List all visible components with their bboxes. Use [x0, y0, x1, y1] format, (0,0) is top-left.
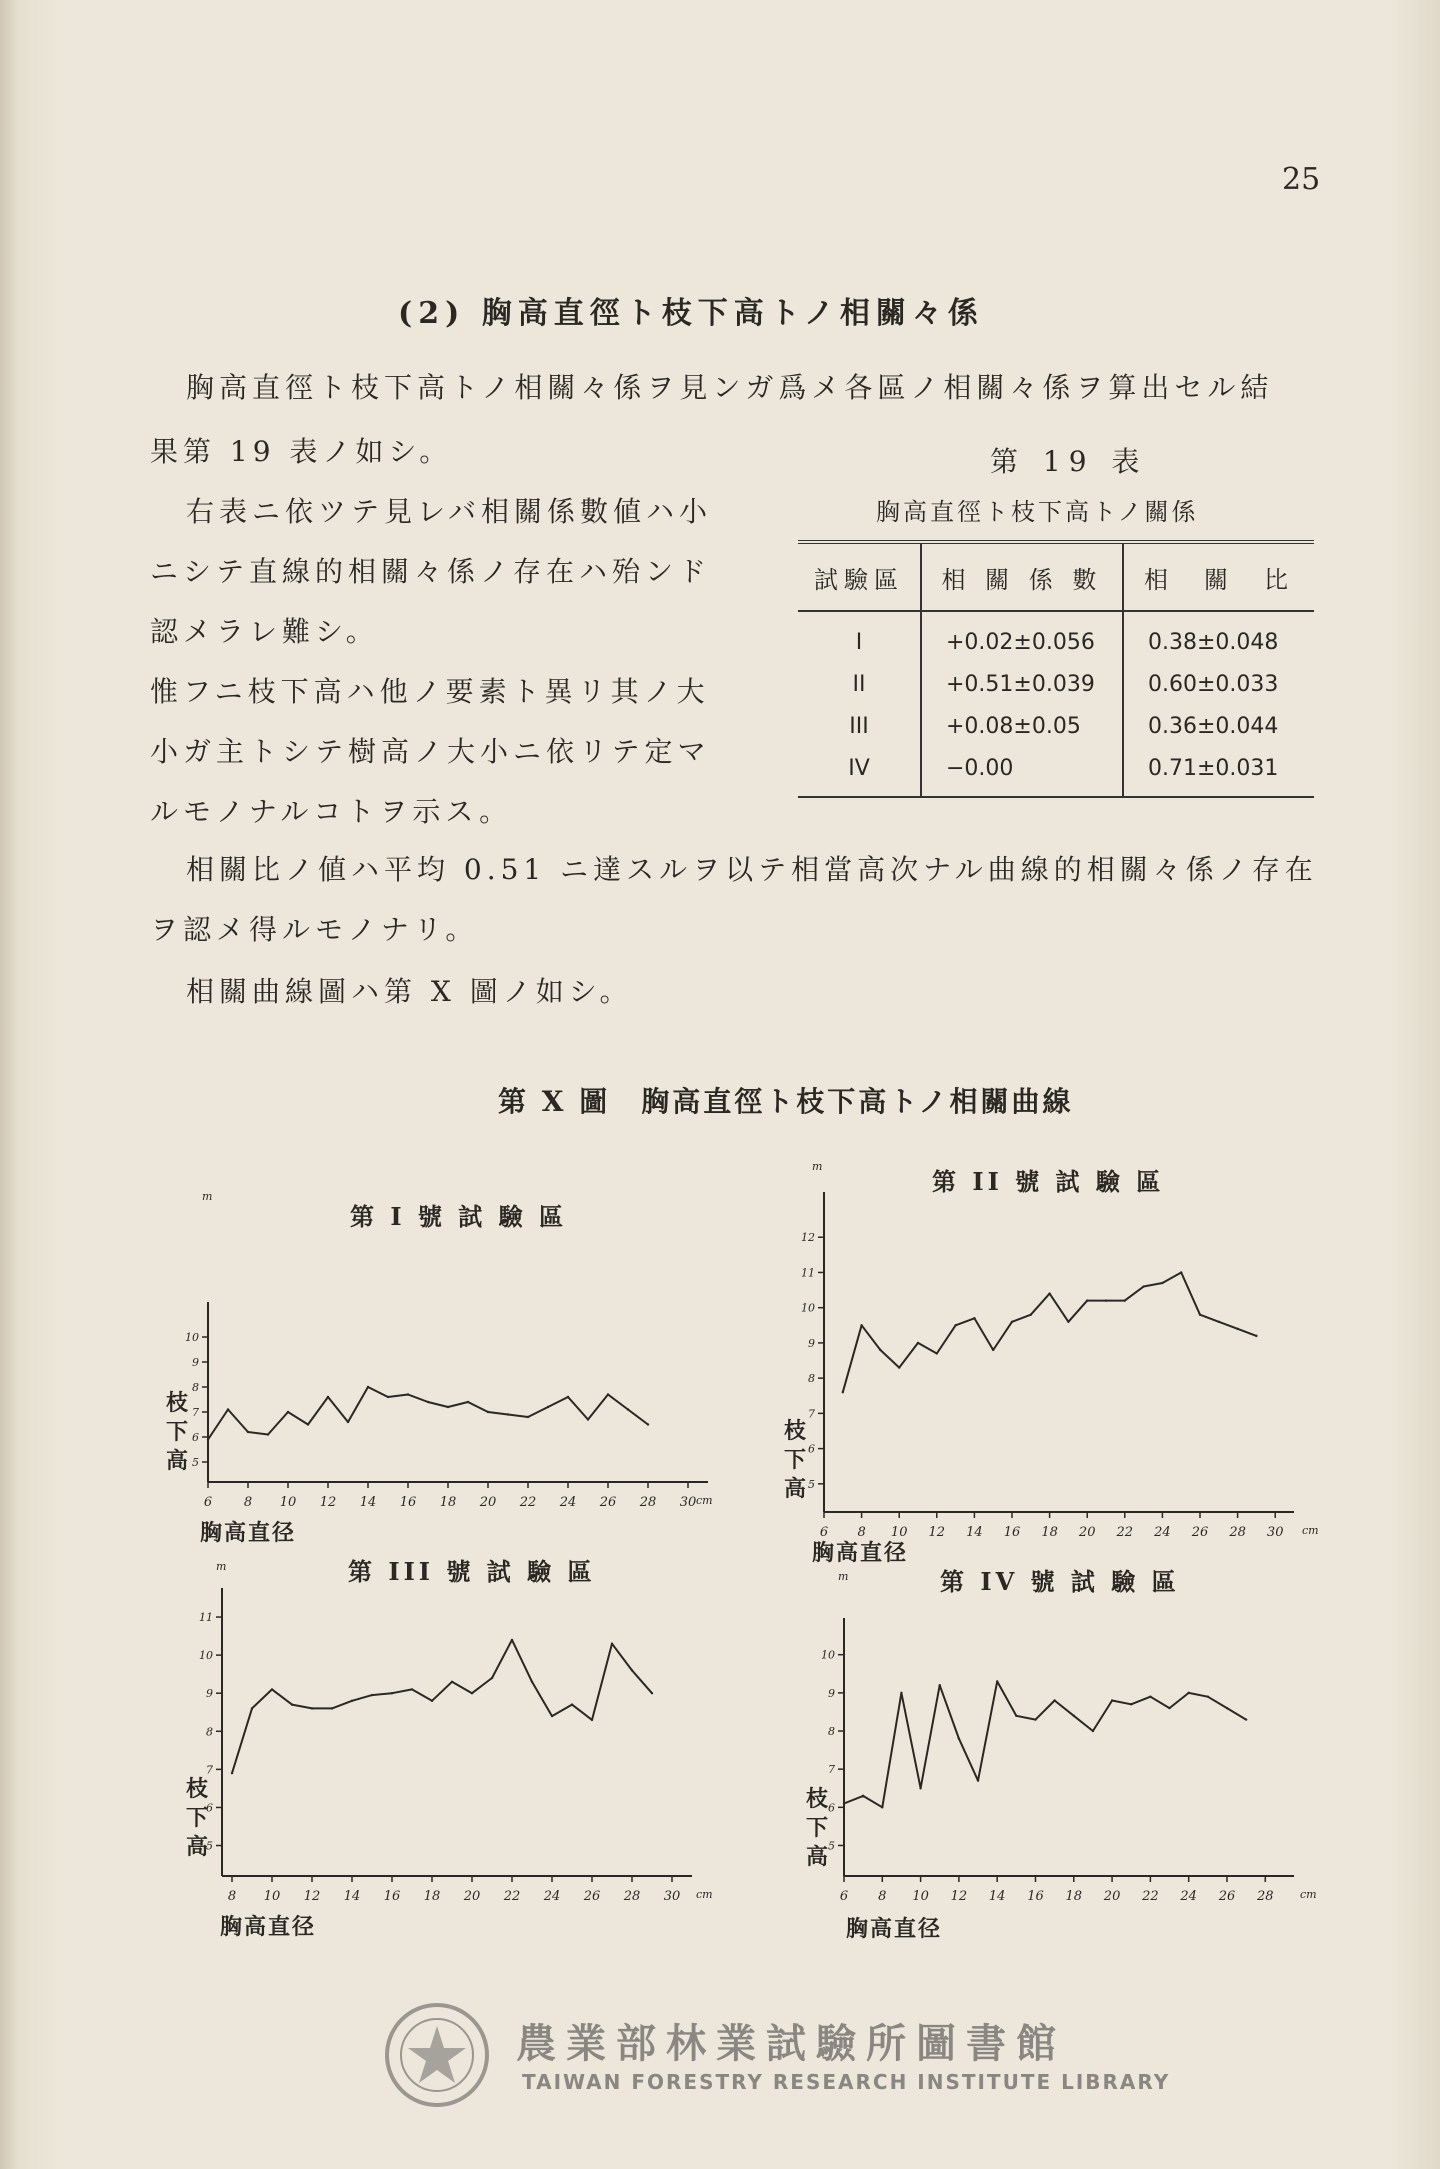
x-axis-label: 胸高直径 [200, 1520, 297, 1546]
x-tick-label: 22 [503, 1889, 521, 1904]
data-point [591, 1719, 593, 1721]
data-point [407, 1393, 409, 1395]
x-tick-label: 10 [912, 1889, 929, 1904]
table-row [798, 611, 1314, 663]
x-tick-label: 10 [890, 1525, 908, 1540]
data-point [1168, 1707, 1170, 1709]
x-tick-label: 8 [227, 1889, 237, 1904]
data-point [1124, 1299, 1126, 1301]
paragraph-line: ニシテ直線的相關々係ノ存在ハ殆ンド [150, 555, 712, 588]
chart-title: 第 III 號 試 驗 區 [348, 1557, 596, 1586]
data-point [900, 1692, 902, 1694]
x-tick-label: 24 [1154, 1525, 1171, 1540]
data-point [919, 1787, 921, 1789]
data-point [431, 1700, 433, 1702]
data-point [1030, 1314, 1032, 1316]
data-point [351, 1700, 353, 1702]
data-point [881, 1806, 883, 1808]
x-tick-label: 22 [1116, 1525, 1134, 1540]
table-cell: I [855, 629, 863, 655]
y-axis-label: 枝下高 [806, 1786, 829, 1870]
x-tick-label: 12 [303, 1889, 321, 1904]
paragraph-line: 相關比ノ値ハ平均 0.51 ニ達スルヲ以テ相當高次ナル曲線的相關々係ノ存在 [186, 853, 1318, 886]
y-tick-label: 9 [192, 1356, 199, 1369]
x-tick-label: 28 [1257, 1889, 1274, 1904]
chart-plot-III [172, 1557, 722, 1940]
x-tick-label: 14 [966, 1525, 983, 1540]
table-cell: 0.38±0.048 [1123, 611, 1314, 663]
y-tick-label: 8 [808, 1372, 815, 1386]
y-tick-label: 7 [192, 1406, 199, 1419]
data-point [862, 1795, 864, 1797]
x-tick-label: 16 [1027, 1889, 1044, 1904]
data-point [631, 1669, 633, 1671]
data-point [331, 1707, 333, 1709]
data-point [973, 1317, 975, 1319]
x-axis-label: 胸高直径 [220, 1914, 317, 1940]
table-cell: +0.08±0.05 [921, 705, 1123, 747]
y-axis-label: 枝下高 [166, 1390, 189, 1474]
data-point [291, 1703, 293, 1705]
x-unit-label: cm [696, 1494, 713, 1507]
data-point [391, 1692, 393, 1694]
data-point [231, 1772, 233, 1774]
y-tick-label: 7 [828, 1763, 835, 1777]
x-tick-label: 26 [1191, 1525, 1209, 1540]
x-tick-label: 22 [1142, 1889, 1159, 1904]
x-tick-label: 16 [383, 1889, 401, 1904]
data-point [879, 1349, 881, 1351]
y-tick-label: 11 [801, 1266, 815, 1280]
data-point [958, 1737, 960, 1739]
data-point [367, 1386, 369, 1388]
data-point [1236, 1328, 1238, 1330]
x-tick-label: 30 [1266, 1525, 1284, 1540]
y-tick-label: 12 [801, 1231, 815, 1245]
y-tick-label: 5 [206, 1839, 213, 1853]
data-point [247, 1431, 249, 1433]
paragraph-line: 小ガ主トシテ樹高ノ大小ニ依リテ定マ [150, 735, 711, 768]
data-point [1218, 1321, 1220, 1323]
x-tick-label: 24 [1180, 1889, 1197, 1904]
y-tick-label: 6 [192, 1431, 199, 1444]
data-point [507, 1413, 509, 1415]
chart-plot-II [762, 1160, 1332, 1566]
y-tick-label: 11 [199, 1611, 213, 1625]
data-point [860, 1324, 862, 1326]
x-tick-label: 30 [663, 1889, 681, 1904]
data-point [571, 1703, 573, 1705]
data-point [611, 1642, 613, 1644]
x-tick-label: 18 [1041, 1525, 1058, 1540]
data-point [1048, 1292, 1050, 1294]
paragraph-line: 果第 19 表ノ如シ。 [150, 435, 453, 468]
data-point [936, 1352, 938, 1354]
data-point [1142, 1285, 1144, 1287]
x-tick-label: 26 [583, 1889, 601, 1904]
y-tick-label: 10 [185, 1331, 199, 1344]
y-axis-label: 枝下高 [784, 1418, 807, 1502]
data-point [954, 1324, 956, 1326]
x-axis-label: 胸高直径 [812, 1540, 909, 1566]
y-tick-label: 8 [192, 1381, 199, 1394]
y-unit-label: m [812, 1160, 823, 1173]
y-tick-label: 10 [821, 1648, 835, 1662]
x-tick-label: 16 [1003, 1525, 1021, 1540]
data-point [1086, 1299, 1088, 1301]
paragraph-line: 認メラレ難シ。 [150, 615, 379, 648]
paragraph-line: 相關曲線圖ハ第 X 圖ノ如シ。 [186, 975, 633, 1008]
x-tick-label: 8 [878, 1889, 887, 1904]
x-tick-label: 24 [559, 1495, 577, 1510]
y-tick-label: 5 [828, 1839, 835, 1853]
library-name-chinese: 農業部林業試驗所圖書館 [516, 2020, 1066, 2067]
x-tick-label: 28 [623, 1889, 641, 1904]
data-point [627, 1408, 629, 1410]
paragraph-line: ヲ認メ得ルモノナリ。 [150, 913, 479, 946]
chart-title: 第 I 號 試 驗 區 [350, 1202, 568, 1231]
table-cell: 0.60±0.033 [1123, 663, 1314, 705]
y-unit-label: m [838, 1570, 849, 1583]
data-point [347, 1421, 349, 1423]
x-tick-label: 14 [988, 1889, 1006, 1904]
data-point [898, 1366, 900, 1368]
x-tick-label: 26 [1218, 1889, 1236, 1904]
data-point [411, 1688, 413, 1690]
x-tick-label: 26 [599, 1495, 617, 1510]
correlation-table [798, 540, 1314, 798]
chart-title: 第 II 號 試 驗 區 [932, 1167, 1165, 1196]
x-axis-label: 胸高直径 [846, 1916, 943, 1942]
data-point [996, 1680, 998, 1682]
x-tick-label: 12 [928, 1525, 946, 1540]
data-point [447, 1406, 449, 1408]
data-point [487, 1411, 489, 1413]
table-caption: 第 19 表 [990, 445, 1148, 478]
data-point [1207, 1695, 1209, 1697]
series-line [232, 1640, 652, 1773]
data-point [587, 1418, 589, 1420]
data-point [251, 1707, 253, 1709]
library-name-english: TAIWAN FORESTRY RESEARCH INSTITUTE LIBRARY [522, 2070, 1171, 2094]
data-point [1073, 1715, 1075, 1717]
table-cell: 0.71±0.031 [1123, 747, 1314, 797]
x-tick-label: 20 [479, 1495, 497, 1510]
x-tick-label: 28 [639, 1495, 657, 1510]
x-tick-label: 28 [1229, 1525, 1246, 1540]
chart-plot-IV [790, 1567, 1330, 1942]
data-point [1105, 1299, 1107, 1301]
x-tick-label: 6 [203, 1495, 213, 1510]
x-tick-label: 12 [950, 1889, 968, 1904]
y-tick-label: 9 [828, 1686, 835, 1700]
x-unit-label: cm [696, 1888, 713, 1901]
x-unit-label: cm [1300, 1888, 1317, 1901]
paragraph-line: ルモノナルコトヲ示ス。 [150, 795, 513, 828]
x-tick-label: 14 [359, 1495, 377, 1510]
x-tick-label: 14 [343, 1889, 361, 1904]
y-tick-label: 5 [192, 1456, 199, 1469]
y-tick-label: 7 [206, 1763, 213, 1777]
x-tick-label: 6 [839, 1889, 849, 1904]
data-point [1067, 1321, 1069, 1323]
paragraph-line: 惟フニ枝下高ハ他ノ要素ト異リ其ノ大 [150, 675, 710, 708]
data-point [227, 1408, 229, 1410]
table-cell: +0.02±0.056 [921, 611, 1123, 663]
table-header-cell: 試驗區 [798, 542, 921, 611]
table-cell: IV [848, 755, 870, 781]
data-point [511, 1639, 513, 1641]
x-tick-label: 20 [1103, 1889, 1121, 1904]
data-point [842, 1391, 844, 1393]
y-tick-label: 6 [206, 1801, 213, 1815]
paragraph-line: 胸高直徑ト枝下高トノ相關々係ヲ見ンガ爲メ各區ノ相關々係ヲ算出セル結 [186, 371, 1274, 404]
x-tick-label: 24 [543, 1889, 561, 1904]
data-point [1011, 1321, 1013, 1323]
data-point [311, 1707, 313, 1709]
data-point [607, 1393, 609, 1395]
data-point [467, 1401, 469, 1403]
data-point [1092, 1730, 1094, 1732]
data-point [1226, 1707, 1228, 1709]
data-point [1245, 1718, 1247, 1720]
x-tick-label: 16 [399, 1495, 417, 1510]
series-line [844, 1681, 1246, 1807]
x-tick-label: 10 [279, 1495, 297, 1510]
x-tick-label: 22 [519, 1495, 537, 1510]
table-cell: II [852, 671, 866, 697]
page-number: 25 [1282, 162, 1321, 197]
data-point [1187, 1692, 1189, 1694]
data-point [1130, 1703, 1132, 1705]
x-tick-label: 18 [423, 1889, 441, 1904]
y-tick-label: 8 [828, 1725, 835, 1739]
x-tick-label: 20 [1078, 1525, 1096, 1540]
x-tick-label: 6 [819, 1525, 829, 1540]
data-point [939, 1684, 941, 1686]
data-point [527, 1416, 529, 1418]
data-point [651, 1692, 653, 1694]
data-point [1180, 1271, 1182, 1273]
y-tick-label: 9 [206, 1687, 213, 1701]
x-tick-label: 8 [243, 1495, 253, 1510]
data-point [1015, 1715, 1017, 1717]
series-line [843, 1273, 1257, 1393]
x-tick-label: 18 [1065, 1889, 1083, 1904]
data-point [977, 1779, 979, 1781]
table-row [798, 705, 1314, 747]
table-row [798, 747, 1314, 797]
figure-title: 第 X 圖 胸高直徑ト枝下高トノ相關曲線 [498, 1085, 1074, 1118]
data-point [992, 1349, 994, 1351]
data-point [843, 1802, 845, 1804]
x-tick-label: 18 [439, 1495, 457, 1510]
x-tick-label: 20 [463, 1889, 481, 1904]
y-tick-label: 8 [206, 1725, 213, 1739]
y-tick-label: 6 [808, 1442, 815, 1456]
data-point [1034, 1718, 1036, 1720]
data-point [1199, 1314, 1201, 1316]
data-point [647, 1423, 649, 1425]
y-tick-label: 9 [808, 1336, 815, 1350]
x-unit-label: cm [1302, 1524, 1319, 1537]
table-cell: −0.00 [921, 747, 1123, 797]
data-point [531, 1681, 533, 1683]
data-point [491, 1677, 493, 1679]
data-point [207, 1438, 209, 1440]
data-point [1053, 1699, 1055, 1701]
table-header-cell: 相 關 係 數 [921, 542, 1123, 611]
table-cell: 0.36±0.044 [1123, 705, 1314, 747]
data-point [547, 1406, 549, 1408]
table-cell: III [849, 713, 869, 739]
y-tick-label: 6 [828, 1801, 835, 1815]
data-point [387, 1396, 389, 1398]
y-axis-label: 枝下高 [186, 1776, 209, 1860]
table-header-cell: 相 關 比 [1123, 542, 1314, 611]
y-tick-label: 10 [199, 1649, 213, 1663]
series-line [208, 1387, 648, 1440]
data-point [307, 1423, 309, 1425]
x-tick-label: 8 [857, 1525, 866, 1540]
chart-title: 第 IV 號 試 驗 區 [940, 1567, 1180, 1596]
y-unit-label: m [202, 1190, 213, 1203]
table-row [798, 663, 1314, 705]
data-point [471, 1692, 473, 1694]
data-point [267, 1433, 269, 1435]
y-tick-label: 7 [808, 1407, 815, 1421]
chart-plot-I [150, 1190, 740, 1550]
table-subtitle: 胸高直徑ト枝下高トノ關係 [876, 498, 1199, 526]
y-unit-label: m [216, 1560, 227, 1573]
y-tick-label: 10 [801, 1301, 815, 1315]
table-cell: +0.51±0.039 [921, 663, 1123, 705]
data-point [551, 1715, 553, 1717]
data-point [371, 1694, 373, 1696]
x-tick-label: 10 [263, 1889, 281, 1904]
section-heading: (2) 胸高直徑ト枝下高トノ相關々係 [398, 296, 984, 331]
data-point [287, 1411, 289, 1413]
data-point [567, 1396, 569, 1398]
data-point [451, 1681, 453, 1683]
paragraph-line: 右表ニ依ツテ見レバ相關係數値ハ小 [186, 495, 713, 528]
table-header-row [798, 542, 1314, 611]
x-tick-label: 30 [679, 1495, 697, 1510]
y-tick-label: 5 [808, 1477, 815, 1491]
data-point [1255, 1335, 1257, 1337]
data-point [1111, 1699, 1113, 1701]
data-point [1149, 1695, 1151, 1697]
data-point [271, 1688, 273, 1690]
data-point [327, 1396, 329, 1398]
data-point [917, 1342, 919, 1344]
x-tick-label: 12 [319, 1495, 337, 1510]
data-point [427, 1401, 429, 1403]
institute-logo [382, 2000, 492, 2110]
data-point [1161, 1282, 1163, 1284]
